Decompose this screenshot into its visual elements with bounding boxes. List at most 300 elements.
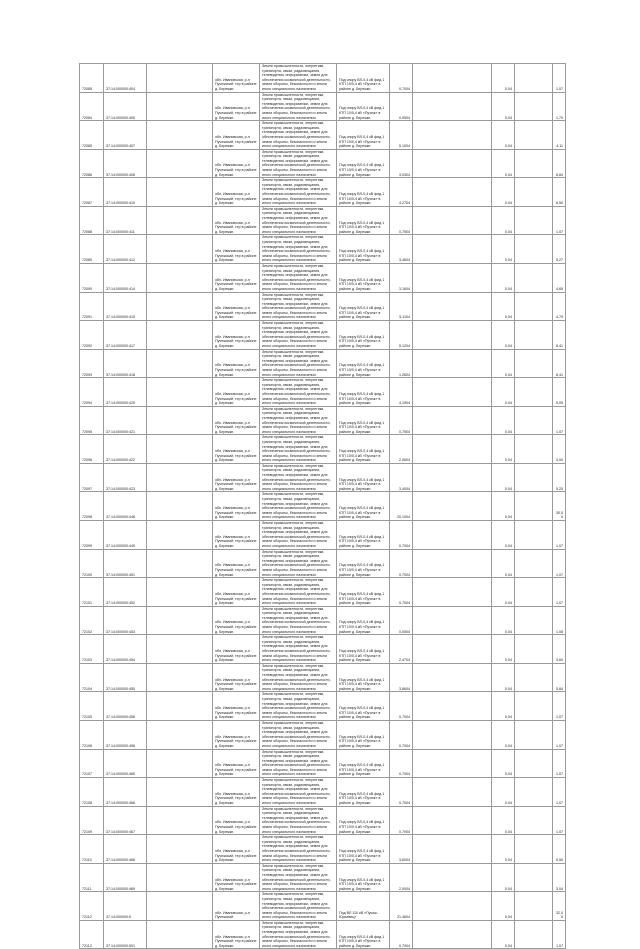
value-cell: 32,05 (553, 892, 566, 921)
purpose-cell: Под опору ВЛ-0,4 кВ фид.1 КТП 10/0,4 кВ «Пучеж» в районе д. Бережки (337, 263, 390, 292)
empty-cell (515, 435, 553, 464)
value-cell: 1,07 (553, 749, 566, 778)
empty-cell (515, 749, 553, 778)
address-cell: обл. Ивановская, р-н Пучежский, тер в районе д. Бережки (213, 292, 260, 321)
empty-cell (147, 349, 213, 378)
parcel-number-cell: 72085 (80, 121, 104, 150)
land-category-cell: Земли промышленности, энергетики, транспорта, связи, радиовещания, телевидения, информатики, земли для обеспечения космической деятельности, земли обороны, безопасности и земли иного специального назначения (260, 263, 337, 292)
cadastral-number-cell: 37:14:000000:456 (104, 692, 147, 721)
value-cell: 1,07 (553, 778, 566, 807)
cadastral-number-cell: 37:14:000000:410 (104, 178, 147, 207)
table-row (80, 235, 566, 264)
address-cell: обл. Ивановская, р-н Пучежский, тер в районе д. Бережки (213, 64, 260, 93)
table-row (80, 321, 566, 350)
empty-cell (147, 778, 213, 807)
empty-cell (515, 406, 553, 435)
area-cell: 0,7004 (390, 749, 413, 778)
empty-cell (413, 920, 492, 949)
land-category-cell: Земли промышленности, энергетики, транспорта, связи, радиовещания, телевидения, информатики, земли для обеспечения космической деятельности, земли обороны, безопасности и земли иного специального назначения (260, 521, 337, 550)
empty-cell (147, 663, 213, 692)
empty-cell (147, 806, 213, 835)
table-row (80, 778, 566, 807)
cadastral-number-cell: 37:14:000000:468 (104, 835, 147, 864)
address-cell: обл. Ивановская, р-н Пучежский, тер в районе д. Бережки (213, 263, 260, 292)
empty-cell (515, 806, 553, 835)
empty-cell (413, 435, 492, 464)
cadastral-number-cell: 37:14:000000:418 (104, 349, 147, 378)
purpose-cell: Под опору ВЛ-0,4 кВ фид.1 КТП 10/0,4 кВ «Пучеж» в районе д. Бережки (337, 435, 390, 464)
purpose-cell: Под опору ВЛ-0,4 кВ фид.1 КТП 10/0,4 кВ «Пучеж» в районе д. Бережки (337, 406, 390, 435)
table-row (80, 406, 566, 435)
area-cell: 0,7004 (390, 778, 413, 807)
value-cell: 5,25 (553, 463, 566, 492)
empty-cell (515, 549, 553, 578)
area-cell: 0,7004 (390, 578, 413, 607)
value-cell: 3,04 (553, 863, 566, 892)
value-cell: 1,07 (553, 578, 566, 607)
empty-cell (515, 720, 553, 749)
value-cell: 1,07 (553, 920, 566, 949)
empty-cell (147, 64, 213, 93)
address-cell: обл. Ивановская, р-н Пучежский, тер в районе д. Бережки (213, 378, 260, 407)
table-row (80, 806, 566, 835)
value-cell: 4,65 (553, 263, 566, 292)
cadastral-number-cell: 37:14:000000:458 (104, 720, 147, 749)
rate-cell: 0,04 (492, 121, 515, 150)
empty-cell (515, 121, 553, 150)
land-category-cell: Земли промышленности, энергетики, транспорта, связи, радиовещания, телевидения, информатики, земли для обеспечения космической деятельности, земли обороны, безопасности и земли иного специального назначения (260, 435, 337, 464)
value-cell: 1,07 (553, 692, 566, 721)
table-row (80, 92, 566, 121)
area-cell: 4,2704 (390, 178, 413, 207)
rate-cell: 0,04 (492, 235, 515, 264)
rate-cell: 0,04 (492, 92, 515, 121)
value-cell: 3,00 (553, 435, 566, 464)
empty-cell (147, 435, 213, 464)
empty-cell (515, 578, 553, 607)
cadastral-number-cell: 37:14:000000:414 (104, 263, 147, 292)
empty-cell (147, 692, 213, 721)
empty-cell (413, 606, 492, 635)
cadastral-number-cell: 37:14:000000:422 (104, 435, 147, 464)
cadastral-number-cell: 37:14:000000:453 (104, 606, 147, 635)
land-category-cell: Земли промышленности, энергетики, транспорта, связи, радиовещания, телевидения, информатики, земли для обеспечения космической деятельности, земли обороны, безопасности и земли иного специального назначения (260, 149, 337, 178)
empty-cell (413, 263, 492, 292)
purpose-cell: Под опору ВЛ-0,4 кВ фид.1 КТП 10/0,4 кВ «Пучеж» в районе д. Бережки (337, 835, 390, 864)
purpose-cell: Под опору ВЛ-0,4 кВ фид.1 КТП 10/0,4 кВ «Пучеж» в районе д. Бережки (337, 463, 390, 492)
empty-cell (147, 749, 213, 778)
table-row (80, 64, 566, 93)
area-cell: 2,4704 (390, 635, 413, 664)
value-cell: 4,11 (553, 121, 566, 150)
empty-cell (515, 378, 553, 407)
cadastral-number-cell: 37:14:000000:466 (104, 778, 147, 807)
cadastral-number-cell: 37:14:000000:455 (104, 663, 147, 692)
land-category-cell: Земли промышленности, энергетики, транспорта, связи, радиовещания, телевидения, информатики, земли для обеспечения космической деятельности, земли обороны, безопасности и земли иного специального назначения (260, 692, 337, 721)
area-cell: 0,7004 (390, 920, 413, 949)
parcel-number-cell: 72084 (80, 92, 104, 121)
land-category-cell: Земли промышленности, энергетики, транспорта, связи, радиовещания, телевидения, информатики, земли для обеспечения космической деятельности, земли обороны, безопасности и земли иного специального назначения (260, 549, 337, 578)
empty-cell (147, 321, 213, 350)
area-cell: 3,8604 (390, 663, 413, 692)
address-cell: обл. Ивановская, р-н Пучежский, тер в районе д. Бережки (213, 663, 260, 692)
area-cell: 0,7004 (390, 64, 413, 93)
parcel-number-cell: 72097 (80, 463, 104, 492)
empty-cell (515, 492, 553, 521)
table-row (80, 149, 566, 178)
cadastral-number-cell: 37:14:000000:448 (104, 492, 147, 521)
land-category-cell: Земли промышленности, энергетики, транспорта, связи, радиовещания, телевидения, информатики, земли для обеспечения космической деятельности, земли обороны, безопасности и земли иного специального назначения (260, 321, 337, 350)
empty-cell (147, 235, 213, 264)
empty-cell (147, 406, 213, 435)
area-cell: 4,1904 (390, 378, 413, 407)
address-cell: обл. Ивановская, р-н Пучежский, тер в районе д. Бережки (213, 206, 260, 235)
empty-cell (413, 863, 492, 892)
purpose-cell: Под опору ВЛ-0,4 кВ фид.1 КТП 10/0,4 кВ «Пучеж» в районе д. Бережки (337, 606, 390, 635)
land-category-cell: Земли промышленности, энергетики, транспорта, связи, радиовещания, телевидения, информатики, земли для обеспечения космической деятельности, земли обороны, безопасности и земли иного специального назначения (260, 835, 337, 864)
area-cell: 2,0004 (390, 863, 413, 892)
rate-cell: 0,04 (492, 321, 515, 350)
cadastral-number-cell: 37:14:000000:415 (104, 292, 147, 321)
empty-cell (515, 92, 553, 121)
land-category-cell: Земли промышленности, энергетики, транспорта, связи, радиовещания, телевидения, информатики, земли для обеспечения космической деятельности, земли обороны, безопасности и земли иного специального назначения (260, 578, 337, 607)
purpose-cell: Под опору ВЛ-0,4 кВ фид.1 КТП 10/0,4 кВ «Пучеж» в районе д. Бережки (337, 492, 390, 521)
land-category-cell: Земли промышленности, энергетики, транспорта, связи, радиовещания, телевидения, информатики, земли для обеспечения космической деятельности, земли обороны, безопасности и земли иного специального назначения (260, 121, 337, 150)
area-cell: 5,1204 (390, 321, 413, 350)
value-cell: 8,41 (553, 321, 566, 350)
parcel-number-cell: 72088 (80, 206, 104, 235)
address-cell: обл. Ивановская, р-н Пучежский, тер в районе д. Бережки (213, 149, 260, 178)
empty-cell (147, 178, 213, 207)
purpose-cell: Под опору ВЛ-0,4 кВ фид.1 КТП 10/0,4 кВ «Пучеж» в районе д. Бережки (337, 292, 390, 321)
table-row (80, 292, 566, 321)
rate-cell: 0,04 (492, 64, 515, 93)
purpose-cell: Под опору ВЛ-0,4 кВ фид.1 КТП 10/0,4 кВ «Пучеж» в районе д. Бережки (337, 749, 390, 778)
address-cell: обл. Ивановская, р-н Пучежский, тер в районе д. Бережки (213, 121, 260, 150)
address-cell: обл. Ивановская, р-н Пучежский, тер в районе д. Бережки (213, 521, 260, 550)
purpose-cell: Под опору ВЛ-0,4 кВ фид.1 КТП 10/0,4 кВ «Пучеж» в районе д. Бережки (337, 206, 390, 235)
empty-cell (147, 635, 213, 664)
cadastral-number-cell: 37:14:000000:404 (104, 64, 147, 93)
address-cell: обл. Ивановская, р-н Пучежский, тер в районе д. Бережки (213, 321, 260, 350)
cadastral-number-cell: 37:14:000000:420 (104, 378, 147, 407)
area-cell: 0,7004 (390, 521, 413, 550)
land-category-cell: Земли промышленности, энергетики, транспорта, связи, радиовещания, телевидения, информатики, земли для обеспечения космической деятельности, земли обороны, безопасности и земли иного специального назначения (260, 378, 337, 407)
rate-cell: 0,04 (492, 178, 515, 207)
land-category-cell: Земли промышленности, энергетики, транспорта, связи, радиовещания, телевидения, информатики, земли для обеспечения космической деятельности, земли обороны, безопасности и земли иного специального назначения (260, 806, 337, 835)
purpose-cell: Под опору ВЛ-0,4 кВ фид.1 КТП 10/0,4 кВ «Пучеж» в районе д. Бережки (337, 349, 390, 378)
area-cell: 0,7004 (390, 549, 413, 578)
value-cell: 5,50 (553, 835, 566, 864)
address-cell: обл. Ивановская, р-н Пучежский (213, 892, 260, 921)
value-cell: 6,50 (553, 178, 566, 207)
parcel-number-cell: 72090 (80, 263, 104, 292)
parcel-number-cell: 72089 (80, 235, 104, 264)
address-cell: обл. Ивановская, р-н Пучежский, тер в районе д. Бережки (213, 492, 260, 521)
rate-cell: 0,04 (492, 463, 515, 492)
land-category-cell: Земли промышленности, энергетики, транспорта, связи, радиовещания, телевидения, информатики, земли для обеспечения космической деятельности, земли обороны, безопасности и земли иного специального назначения (260, 635, 337, 664)
purpose-cell: Под ВЛ 110 кВ «Пучеж-Юрьевец» (337, 892, 390, 921)
purpose-cell: Под опору ВЛ-0,4 кВ фид.1 КТП 10/0,4 кВ «Пучеж» в районе д. Бережки (337, 806, 390, 835)
empty-cell (515, 606, 553, 635)
purpose-cell: Под опору ВЛ-0,4 кВ фид.1 КТП 10/0,4 кВ «Пучеж» в районе д. Бережки (337, 578, 390, 607)
land-category-cell: Земли промышленности, энергетики, транспорта, связи, радиовещания, телевидения, информатики, земли для обеспечения космической деятельности, земли обороны, безопасности и земли иного специального назначения (260, 863, 337, 892)
rate-cell: 0,04 (492, 663, 515, 692)
purpose-cell: Под опору ВЛ-0,4 кВ фид.1 КТП 10/0,4 кВ «Пучеж» в районе д. Бережки (337, 121, 390, 150)
area-cell: 0,7504 (390, 206, 413, 235)
empty-cell (413, 378, 492, 407)
address-cell: обл. Ивановская, р-н Пучежский, тер в районе д. Бережки (213, 606, 260, 635)
empty-cell (515, 149, 553, 178)
empty-cell (147, 121, 213, 150)
purpose-cell: Под опору ВЛ-0,4 кВ фид.1 КТП 10/0,4 кВ «Пучеж» в районе д. Бережки (337, 235, 390, 264)
value-cell: 1,07 (553, 806, 566, 835)
cadastral-number-cell: 37:14:000000:469 (104, 863, 147, 892)
purpose-cell: Под опору ВЛ-0,4 кВ фид.1 КТП 10/0,4 кВ «Пучеж» в районе д. Бережки (337, 635, 390, 664)
empty-cell (515, 64, 553, 93)
empty-cell (515, 235, 553, 264)
empty-cell (147, 149, 213, 178)
table-row (80, 463, 566, 492)
land-category-cell: Земли промышленности, энергетики, транспорта, связи, радиовещания, телевидения, информатики, земли для обеспечения космической деятельности, земли обороны, безопасности и земли иного специального назначения (260, 892, 337, 921)
empty-cell (515, 178, 553, 207)
table-row (80, 635, 566, 664)
parcel-number-cell: 72103 (80, 635, 104, 664)
parcel-number-cell: 72099 (80, 521, 104, 550)
land-category-cell: Земли промышленности, энергетики, транспорта, связи, радиовещания, телевидения, информатики, земли для обеспечения космической деятельности, земли обороны, безопасности и земли иного специального назначения (260, 349, 337, 378)
address-cell: обл. Ивановская, р-н Пучежский, тер в районе д. Бережки (213, 235, 260, 264)
area-cell: 0,7504 (390, 406, 413, 435)
table-row (80, 892, 566, 921)
empty-cell (413, 92, 492, 121)
empty-cell (515, 206, 553, 235)
land-category-cell: Земли промышленности, энергетики, транспорта, связи, радиовещания, телевидения, информатики, земли для обеспечения космической деятельности, земли обороны, безопасности и земли иного специального назначения (260, 178, 337, 207)
cadastral-number-cell: 37:14:000000:407 (104, 121, 147, 150)
table-row (80, 720, 566, 749)
empty-cell (413, 835, 492, 864)
value-cell: 1,07 (553, 720, 566, 749)
rate-cell: 0,04 (492, 749, 515, 778)
purpose-cell: Под опору ВЛ-0,4 кВ фид.1 КТП 10/0,4 кВ «Пучеж» в районе д. Бережки (337, 778, 390, 807)
value-cell: 4,79 (553, 292, 566, 321)
empty-cell (515, 835, 553, 864)
rate-cell: 0,04 (492, 378, 515, 407)
area-cell: 0,7004 (390, 692, 413, 721)
empty-cell (413, 892, 492, 921)
rate-cell: 0,04 (492, 149, 515, 178)
value-cell: 1,07 (553, 521, 566, 550)
table-row (80, 349, 566, 378)
cadastral-number-cell: 37:14:000000:405 (104, 92, 147, 121)
parcel-number-cell: 72098 (80, 492, 104, 521)
address-cell: обл. Ивановская, р-н Пучежский, тер в районе д. Бережки (213, 778, 260, 807)
table-row (80, 606, 566, 635)
purpose-cell: Под опору ВЛ-0,4 кВ фид.1 КТП 10/0,4 кВ «Пучеж» в районе д. Бережки (337, 663, 390, 692)
empty-cell (413, 235, 492, 264)
table-row (80, 492, 566, 521)
land-category-cell: Земли промышленности, энергетики, транспорта, связи, радиовещания, телевидения, информатики, земли для обеспечения космической деятельности, земли обороны, безопасности и земли иного специального назначения (260, 235, 337, 264)
empty-cell (515, 863, 553, 892)
address-cell: обл. Ивановская, р-н Пучежский, тер в районе д. Бережки (213, 692, 260, 721)
empty-cell (413, 663, 492, 692)
purpose-cell: Под опору ВЛ-0,4 кВ фид.1 КТП 10/0,4 кВ «Пучеж» в районе д. Бережки (337, 64, 390, 93)
table-row (80, 692, 566, 721)
empty-cell (413, 749, 492, 778)
table-row (80, 435, 566, 464)
address-cell: обл. Ивановская, р-н Пучежский, тер в районе д. Бережки (213, 806, 260, 835)
cadastral-number-cell: 37:14:000000:408 (104, 149, 147, 178)
parcel-number-cell: 72102 (80, 606, 104, 635)
empty-cell (515, 778, 553, 807)
empty-cell (515, 321, 553, 350)
area-cell: 3,1604 (390, 263, 413, 292)
purpose-cell: Под опору ВЛ-0,4 кВ фид.1 КТП 10/0,4 кВ «Пучеж» в районе д. Бережки (337, 378, 390, 407)
rate-cell: 0,04 (492, 863, 515, 892)
purpose-cell: Под опору ВЛ-0,4 кВ фид.1 КТП 10/0,4 кВ «Пучеж» в районе д. Бережки (337, 92, 390, 121)
empty-cell (515, 892, 553, 921)
empty-cell (515, 920, 553, 949)
address-cell: обл. Ивановская, р-н Пучежский, тер в районе д. Бережки (213, 178, 260, 207)
empty-cell (413, 806, 492, 835)
cadastral-number-cell: 37:14:000000:421 (104, 406, 147, 435)
address-cell: обл. Ивановская, р-н Пучежский, тер в районе д. Бережки (213, 578, 260, 607)
empty-cell (413, 521, 492, 550)
purpose-cell: Под опору ВЛ-0,4 кВ фид.1 КТП 10/0,4 кВ «Пучеж» в районе д. Бережки (337, 863, 390, 892)
empty-cell (515, 635, 553, 664)
rate-cell: 0,04 (492, 692, 515, 721)
land-category-cell: Земли промышленности, энергетики, транспорта, связи, радиовещания, телевидения, информатики, земли для обеспечения космической деятельности, земли обороны, безопасности и земли иного специального назначения (260, 406, 337, 435)
empty-cell (413, 720, 492, 749)
empty-cell (147, 521, 213, 550)
purpose-cell: Под опору ВЛ-0,4 кВ фид.1 КТП 10/0,4 кВ «Пучеж» в районе д. Бережки (337, 149, 390, 178)
empty-cell (147, 720, 213, 749)
rate-cell: 0,04 (492, 521, 515, 550)
area-cell: 5,1004 (390, 121, 413, 150)
parcel-number-cell: 72111 (80, 863, 104, 892)
rate-cell: 0,04 (492, 349, 515, 378)
cadastral-number-cell: 37:14:000000:467 (104, 806, 147, 835)
empty-cell (147, 892, 213, 921)
cadastral-number-cell: 37:14:000000:411 (104, 206, 147, 235)
rate-cell: 0,04 (492, 263, 515, 292)
land-category-cell: Земли промышленности, энергетики, транспорта, связи, радиовещания, телевидения, информатики, земли для обеспечения космической деятельности, земли обороны, безопасности и земли иного специального назначения (260, 720, 337, 749)
parcel-number-cell: 72101 (80, 578, 104, 607)
rate-cell: 0,04 (492, 635, 515, 664)
rate-cell: 0,04 (492, 406, 515, 435)
rate-cell: 0,04 (492, 720, 515, 749)
area-cell: 20,1004 (390, 492, 413, 521)
area-cell: 0,0504 (390, 606, 413, 635)
land-category-cell: Земли промышленности, энергетики, транспорта, связи, радиовещания, телевидения, информатики, земли для обеспечения космической деятельности, земли обороны, безопасности и земли иного специального назначения (260, 92, 337, 121)
empty-cell (413, 292, 492, 321)
land-category-cell: Земли промышленности, энергетики, транспорта, связи, радиовещания, телевидения, информатики, земли для обеспечения космической деятельности, земли обороны, безопасности и земли иного специального назначения (260, 206, 337, 235)
address-cell: обл. Ивановская, р-н Пучежский, тер в районе д. Бережки (213, 863, 260, 892)
cadastral-number-cell: 37:14:000000:412 (104, 235, 147, 264)
purpose-cell: Под опору ВЛ-0,4 кВ фид.1 КТП 10/0,4 кВ «Пучеж» в районе д. Бережки (337, 920, 390, 949)
cadastral-number-cell: 37:14:000000:5 (104, 892, 147, 921)
cadastral-number-cell: 37:14:000000:449 (104, 521, 147, 550)
area-cell: 3,0304 (390, 149, 413, 178)
parcel-number-cell: 72091 (80, 292, 104, 321)
parcel-number-cell: 72110 (80, 835, 104, 864)
parcel-number-cell: 72095 (80, 406, 104, 435)
parcel-number-cell: 72104 (80, 663, 104, 692)
table-row (80, 749, 566, 778)
value-cell: 30,50 (553, 492, 566, 521)
area-cell: 3,6004 (390, 835, 413, 864)
table-row (80, 378, 566, 407)
empty-cell (413, 549, 492, 578)
cadastral-number-cell: 37:14:000000:451 (104, 549, 147, 578)
parcel-number-cell: 72092 (80, 321, 104, 350)
value-cell: 1,07 (553, 206, 566, 235)
purpose-cell: Под опору ВЛ-0,4 кВ фид.1 КТП 10/0,4 кВ «Пучеж» в районе д. Бережки (337, 321, 390, 350)
empty-cell (147, 492, 213, 521)
parcel-number-cell: 72100 (80, 549, 104, 578)
area-cell: 5,1104 (390, 292, 413, 321)
empty-cell (147, 863, 213, 892)
parcel-number-cell: 72107 (80, 749, 104, 778)
empty-cell (515, 263, 553, 292)
empty-cell (413, 406, 492, 435)
table-row (80, 863, 566, 892)
empty-cell (147, 835, 213, 864)
empty-cell (147, 606, 213, 635)
area-cell: 3,4604 (390, 235, 413, 264)
address-cell: обл. Ивановская, р-н Пучежский, тер в районе д. Бережки (213, 720, 260, 749)
value-cell: 8,84 (553, 149, 566, 178)
empty-cell (413, 206, 492, 235)
parcel-number-cell: 72094 (80, 378, 104, 407)
rate-cell: 0,04 (492, 492, 515, 521)
value-cell: 1,07 (553, 64, 566, 93)
rate-cell: 0,04 (492, 920, 515, 949)
empty-cell (147, 920, 213, 949)
address-cell: обл. Ивановская, р-н Пучежский, тер в районе д. Бережки (213, 92, 260, 121)
empty-cell (413, 492, 492, 521)
empty-cell (147, 292, 213, 321)
empty-cell (413, 635, 492, 664)
value-cell: 5,84 (553, 663, 566, 692)
land-category-cell: Земли промышленности, энергетики, транспорта, связи, радиовещания, телевидения, информатики, земли для обеспечения космической деятельности, земли обороны, безопасности и земли иного специального назначения (260, 64, 337, 93)
table-row (80, 206, 566, 235)
empty-cell (147, 463, 213, 492)
empty-cell (147, 92, 213, 121)
parcel-number-cell: 72112 (80, 892, 104, 921)
value-cell: 1,08 (553, 606, 566, 635)
empty-cell (413, 463, 492, 492)
parcel-table-body (80, 64, 566, 949)
empty-cell (413, 692, 492, 721)
purpose-cell: Под опору ВЛ-0,4 кВ фид.1 КТП 10/0,4 кВ «Пучеж» в районе д. Бережки (337, 720, 390, 749)
rate-cell: 0,04 (492, 806, 515, 835)
value-cell: 3,60 (553, 635, 566, 664)
address-cell: обл. Ивановская, р-н Пучежский, тер в районе д. Бережки (213, 635, 260, 664)
area-cell: 2,0604 (390, 435, 413, 464)
address-cell: обл. Ивановская, р-н Пучежский, тер в районе д. Бережки (213, 463, 260, 492)
land-category-cell: Земли промышленности, энергетики, транспорта, связи, радиовещания, телевидения, информатики, земли для обеспечения космической деятельности, земли обороны, безопасности и земли иного специального назначения (260, 492, 337, 521)
land-category-cell: Земли промышленности, энергетики, транспорта, связи, радиовещания, телевидения, информатики, земли для обеспечения космической деятельности, земли обороны, безопасности и земли иного специального назначения (260, 463, 337, 492)
address-cell: обл. Ивановская, р-н Пучежский, тер в районе д. Бережки (213, 349, 260, 378)
empty-cell (147, 206, 213, 235)
address-cell: обл. Ивановская, р-н Пучежский, тер в районе д. Бережки (213, 435, 260, 464)
value-cell: 1,07 (553, 406, 566, 435)
purpose-cell: Под опору ВЛ-0,4 кВ фид.1 КТП 10/0,4 кВ «Пучеж» в районе д. Бережки (337, 549, 390, 578)
table-row (80, 835, 566, 864)
cadastral-number-cell: 37:14:000000:465 (104, 749, 147, 778)
value-cell: 8,41 (553, 349, 566, 378)
empty-cell (413, 578, 492, 607)
